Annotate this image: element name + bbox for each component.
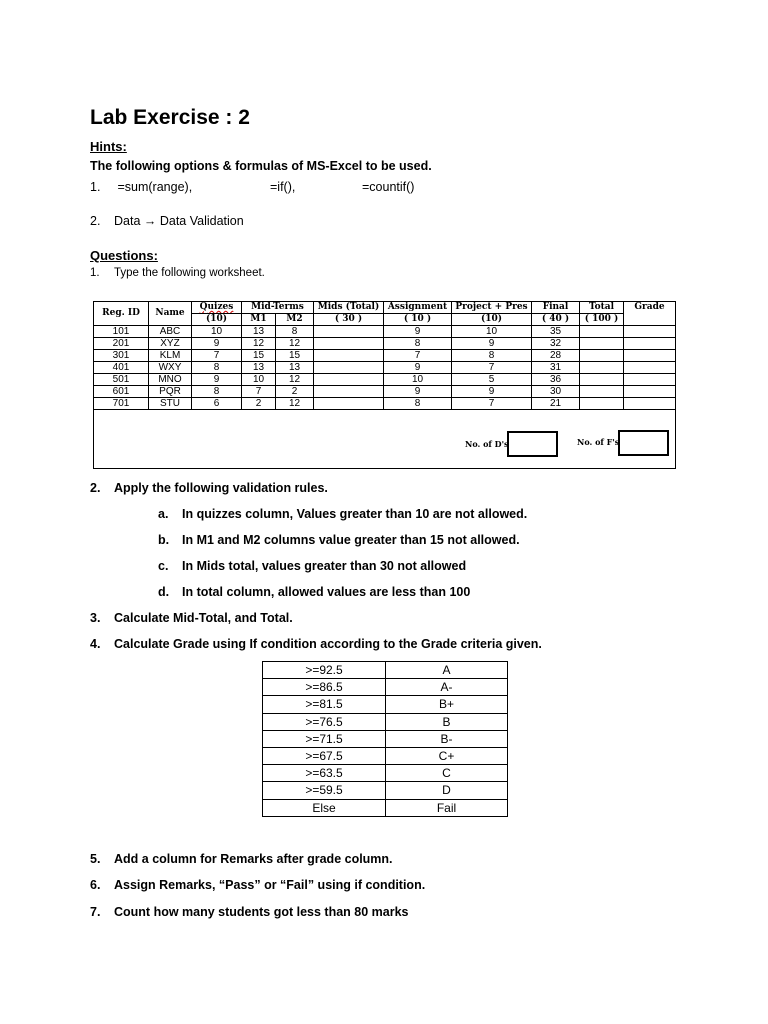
table-cell: 13	[242, 362, 276, 374]
question-1: 1. Type the following worksheet.	[90, 267, 265, 279]
table-cell: 36	[532, 374, 580, 386]
count-d-label: No. of D's	[465, 439, 509, 449]
table-cell: ABC	[149, 326, 192, 338]
table-cell: 10	[452, 326, 532, 338]
table-cell	[624, 386, 676, 398]
table-cell: 9	[192, 374, 242, 386]
table-row	[94, 362, 676, 374]
table-cell: 8	[192, 386, 242, 398]
table-cell	[580, 350, 624, 362]
table-row	[94, 338, 676, 350]
table-row	[94, 386, 676, 398]
table-cell	[624, 326, 676, 338]
table-cell: 7	[384, 350, 452, 362]
table-cell: 12	[276, 374, 314, 386]
count-d-box	[507, 431, 558, 457]
grade-letter: A-	[386, 679, 508, 696]
table-cell	[624, 362, 676, 374]
table-cell	[580, 362, 624, 374]
grade-row	[263, 799, 508, 816]
table-cell	[314, 374, 384, 386]
table-cell: PQR	[149, 386, 192, 398]
table-cell: 12	[276, 398, 314, 410]
table-cell: 301	[94, 350, 149, 362]
grade-letter: C	[386, 765, 508, 782]
table-cell: 2	[242, 398, 276, 410]
table-cell: 9	[192, 338, 242, 350]
col-header-m2: M2	[276, 314, 314, 326]
step-4: 4. Calculate Grade using If condition according to the Grade criteria given.	[90, 637, 542, 651]
table-cell	[624, 338, 676, 350]
table-cell: 35	[532, 326, 580, 338]
grade-criteria-body	[263, 662, 508, 817]
table-cell: 21	[532, 398, 580, 410]
table-row	[94, 374, 676, 386]
grade-letter: B	[386, 713, 508, 730]
table-cell: KLM	[149, 350, 192, 362]
table-cell: 7	[192, 350, 242, 362]
step-3: 3. Calculate Mid-Total, and Total.	[90, 611, 293, 625]
table-cell: 8	[276, 326, 314, 338]
page-title: Lab Exercise : 2	[90, 106, 250, 129]
worksheet-body	[94, 326, 676, 410]
grade-threshold: >=76.5	[263, 713, 386, 730]
grade-letter: C+	[386, 747, 508, 764]
table-cell	[314, 350, 384, 362]
col-sub-total: ( 100 )	[580, 314, 624, 326]
table-cell	[580, 398, 624, 410]
grade-threshold: >=63.5	[263, 765, 386, 782]
worksheet-table	[93, 301, 676, 410]
col-header-reg-id: Reg. ID	[94, 302, 149, 326]
table-cell: 8	[452, 350, 532, 362]
table-cell: STU	[149, 398, 192, 410]
col-header-final: Final	[532, 302, 580, 314]
col-header-grade: Grade	[624, 302, 676, 326]
table-row	[94, 398, 676, 410]
table-cell: 9	[384, 326, 452, 338]
grade-row	[263, 765, 508, 782]
col-sub-mids-total: ( 30 )	[314, 314, 384, 326]
table-cell: 30	[532, 386, 580, 398]
grade-threshold: >=86.5	[263, 679, 386, 696]
table-cell	[624, 350, 676, 362]
table-cell	[314, 386, 384, 398]
col-header-project: Project + Pres	[452, 302, 532, 314]
grade-criteria-table	[262, 661, 508, 817]
table-cell: 2	[276, 386, 314, 398]
grade-letter: D	[386, 782, 508, 799]
col-sub-final: ( 40 )	[532, 314, 580, 326]
table-cell: 32	[532, 338, 580, 350]
table-row	[94, 326, 676, 338]
table-row	[94, 350, 676, 362]
table-cell: 6	[192, 398, 242, 410]
table-cell: 28	[532, 350, 580, 362]
col-header-mids-total: Mids (Total)	[314, 302, 384, 314]
table-cell: 12	[242, 338, 276, 350]
col-sub-assignment: ( 10 )	[384, 314, 452, 326]
table-cell	[624, 374, 676, 386]
table-cell: 8	[384, 398, 452, 410]
table-cell: 10	[192, 326, 242, 338]
table-cell: 7	[242, 386, 276, 398]
grade-threshold: >=92.5	[263, 662, 386, 679]
table-cell: 9	[384, 362, 452, 374]
grade-row	[263, 662, 508, 679]
col-sub-quizes: (10)	[192, 314, 242, 326]
grade-row	[263, 713, 508, 730]
grade-threshold: >=67.5	[263, 747, 386, 764]
grade-letter: A	[386, 662, 508, 679]
table-cell: 401	[94, 362, 149, 374]
formula-sum: =sum(range),	[117, 180, 193, 194]
grade-row	[263, 730, 508, 747]
table-cell: 8	[192, 362, 242, 374]
table-cell: 13	[242, 326, 276, 338]
hint-item-1: 1. =sum(range), =if(), =countif()	[90, 180, 415, 194]
table-cell	[314, 398, 384, 410]
table-cell: 701	[94, 398, 149, 410]
table-cell: 601	[94, 386, 149, 398]
rule-d: d. In total column, allowed values are less than 100	[158, 585, 471, 599]
grade-row	[263, 747, 508, 764]
grade-threshold: >=59.5	[263, 782, 386, 799]
table-cell: 7	[452, 362, 532, 374]
table-cell	[314, 362, 384, 374]
hints-intro: The following options & formulas of MS-Excel to be used.	[90, 159, 432, 173]
col-header-name: Name	[149, 302, 192, 326]
formula-countif: =countif()	[362, 180, 415, 194]
table-cell: XYZ	[149, 338, 192, 350]
col-sub-project: (10)	[452, 314, 532, 326]
hints-heading: Hints:	[90, 139, 127, 154]
table-cell	[580, 374, 624, 386]
table-cell: 10	[384, 374, 452, 386]
grade-threshold: >=71.5	[263, 730, 386, 747]
questions-heading: Questions:	[90, 248, 158, 263]
table-cell	[580, 338, 624, 350]
table-cell: 9	[452, 386, 532, 398]
table-cell: 12	[276, 338, 314, 350]
formula-if: =if(),	[270, 180, 296, 194]
count-f-box	[618, 430, 669, 456]
step-5: 5. Add a column for Remarks after grade column.	[90, 852, 393, 866]
table-cell	[314, 326, 384, 338]
table-cell	[624, 398, 676, 410]
grade-row	[263, 782, 508, 799]
rule-b: b. In M1 and M2 columns value greater than 15 not allowed.	[158, 533, 520, 547]
table-cell: 8	[384, 338, 452, 350]
table-cell: 15	[242, 350, 276, 362]
table-cell	[580, 326, 624, 338]
table-cell: 9	[452, 338, 532, 350]
table-cell: 13	[276, 362, 314, 374]
col-header-total: Total	[580, 302, 624, 314]
table-cell: 31	[532, 362, 580, 374]
table-cell	[580, 386, 624, 398]
grade-row	[263, 679, 508, 696]
rule-c: c. In Mids total, values greater than 30 not allowed	[158, 559, 467, 573]
col-header-midterms: Mid-Terms	[242, 302, 314, 314]
hint-item-2: 2. Data → Data Validation	[90, 214, 244, 228]
step-2: 2. Apply the following validation rules.	[90, 481, 328, 495]
table-cell: 201	[94, 338, 149, 350]
col-header-assignment: Assignment	[384, 302, 452, 314]
table-cell: 7	[452, 398, 532, 410]
grade-row	[263, 696, 508, 713]
col-header-quizes: Quizes	[192, 302, 242, 314]
table-cell: 10	[242, 374, 276, 386]
step-6: 6. Assign Remarks, “Pass” or “Fail” using if condition.	[90, 878, 426, 892]
table-cell: 15	[276, 350, 314, 362]
table-cell	[314, 338, 384, 350]
col-header-m1: M1	[242, 314, 276, 326]
grade-letter: Fail	[386, 799, 508, 816]
step-7: 7. Count how many students got less than 80 marks	[90, 905, 409, 919]
table-cell: 9	[384, 386, 452, 398]
grade-letter: B+	[386, 696, 508, 713]
table-cell: 5	[452, 374, 532, 386]
table-cell: WXY	[149, 362, 192, 374]
count-f-label: No. of F's	[577, 437, 620, 447]
grade-letter: B-	[386, 730, 508, 747]
table-cell: 501	[94, 374, 149, 386]
table-cell: MNO	[149, 374, 192, 386]
grade-threshold: Else	[263, 799, 386, 816]
table-cell: 101	[94, 326, 149, 338]
grade-threshold: >=81.5	[263, 696, 386, 713]
rule-a: a. In quizzes column, Values greater than 10 are not allowed.	[158, 507, 528, 521]
